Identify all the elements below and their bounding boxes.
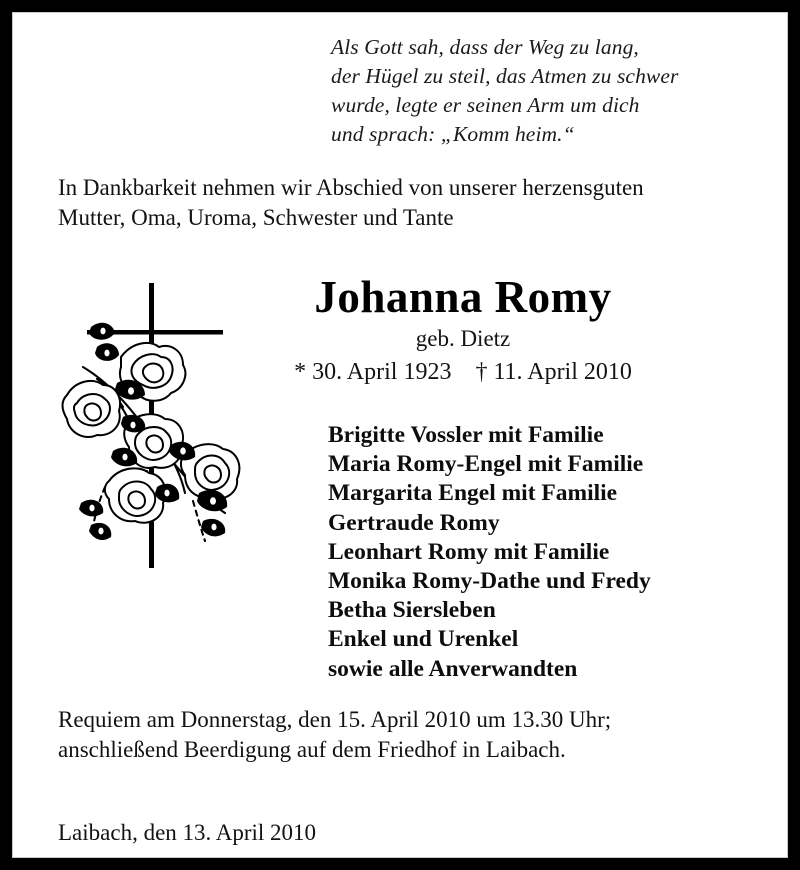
list-item: Leonhart Romy mit Familie (328, 538, 610, 565)
cross-with-roses-icon (61, 275, 253, 575)
service-line: Requiem am Donnerstag, den 15. April 2010 um 13.30 Uhr; (58, 707, 612, 732)
service-line: anschließend Beerdigung auf dem Friedhof in Laibach. (58, 737, 566, 762)
list-item: Monika Romy-Dathe und Fredy (328, 568, 651, 595)
list-item: Margarita Engel mit Familie (328, 480, 618, 507)
list-item: Brigitte Vossler mit Familie (328, 422, 604, 448)
life-dates: * 30. April 1923 † 11. April 2010 (294, 359, 632, 385)
announcement-line: In Dankbarkeit nehmen wir Abschied von unserer herzensguten (58, 175, 644, 200)
deceased-block (228, 271, 698, 388)
verse-line: der Hügel zu steil, das Atmen zu schwer (331, 64, 679, 88)
list-item: Betha Siersleben (328, 597, 496, 624)
service-details (58, 705, 773, 765)
verse-line: und sprach: „Komm heim.“ (331, 122, 575, 146)
list-item: Gertraude Romy (328, 509, 500, 536)
memorial-verse (331, 33, 761, 149)
list-item: Enkel und Urenkel (328, 626, 519, 653)
mourners-list (328, 421, 758, 684)
deceased-name: Johanna Romy (314, 272, 612, 322)
list-item: sowie alle Anverwandten (328, 655, 578, 682)
maiden-name: geb. Dietz (415, 326, 511, 351)
place-and-date: Laibach, den 13. April 2010 (58, 820, 317, 845)
list-item: Maria Romy-Engel mit Familie (328, 451, 644, 478)
notice-inner-frame (12, 12, 788, 858)
verse-line: wurde, legte er seinen Arm um dich (331, 93, 640, 117)
verse-line: Als Gott sah, dass der Weg zu lang, (331, 35, 639, 59)
announcement-text (58, 173, 768, 233)
announcement-line: Mutter, Oma, Uroma, Schwester und Tante (58, 205, 454, 230)
